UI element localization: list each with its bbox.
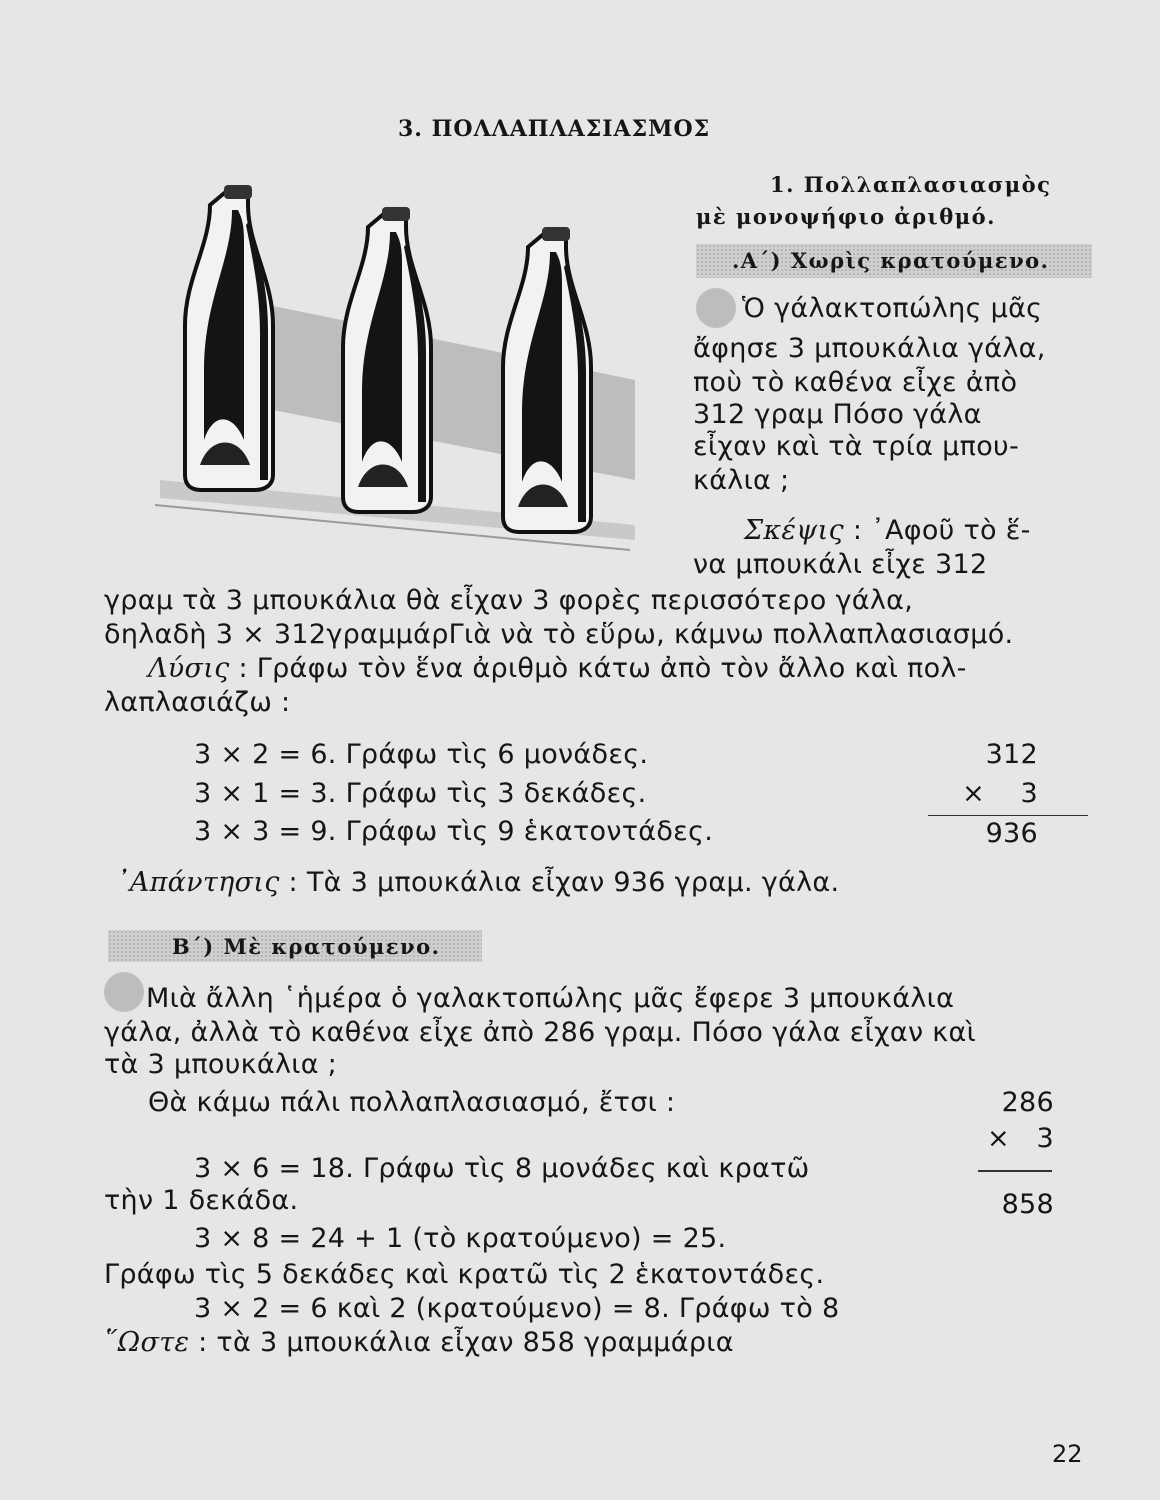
thinking-line: γραμ τὰ 3 μπουκάλια θὰ εἶχαν 3 φορὲς περισσότερο γάλα, (104, 585, 914, 616)
calc-multiplier: × 3 (986, 1123, 1054, 1154)
calc-rule (978, 1170, 1052, 1172)
section-title-line2: μὲ μονοψήφιο ἀριθμό. (696, 204, 996, 229)
solution-label: Λύσις (148, 653, 230, 684)
bullet-dot-icon (104, 972, 144, 1012)
step-line: τὴν 1 δεκάδα. (104, 1185, 299, 1216)
step-line: 3 × 2 = 6. Γράφω τὶς 6 μονάδες. (194, 739, 649, 770)
problem-line: τὰ 3 μπουκάλια ; (104, 1049, 338, 1080)
part-a-heading: .Α΄) Χωρὶς κρατούμενο. (732, 248, 1050, 273)
thinking-line: δηλαδὴ 3 × 312γραμμάρΓιὰ νὰ τὸ εὕρω, κάμνω πολλαπλασιασμό. (104, 619, 1014, 650)
section-title-line1: 1. Πολλαπλασιασμὸς (770, 172, 1052, 197)
conclusion-label: ῞Ωστε (104, 1327, 190, 1358)
thinking-line: να μπουκάλι εἶχε 312 (693, 549, 988, 580)
step-line: 3 × 1 = 3. Γράφω τὶς 3 δεκάδες. (194, 778, 647, 809)
intro-line: Θὰ κάμω πάλι πολλαπλασιασμό, ἔτσι : (148, 1087, 676, 1118)
solution-line (148, 652, 967, 686)
step-line: Γράφω τὶς 5 δεκάδες καὶ κρατῶ τὶς 2 ἑκατοντάδες. (104, 1259, 825, 1290)
solution-text: : Γράφω τὸν ἕνα ἀριθμὸ κάτω ἀπὸ τὸν ἄλλο καὶ πολ- (238, 653, 967, 684)
step-line: 3 × 3 = 9. Γράφω τὶς 9 ἑκατοντάδες. (194, 816, 714, 847)
milk-bottles-illustration (150, 180, 650, 560)
step-line: 3 × 8 = 24 + 1 (τὸ κρατούμενο) = 25. (194, 1223, 727, 1254)
problem-line: κάλια ; (693, 465, 790, 496)
thinking-line (744, 514, 1031, 548)
bottle-icon (503, 227, 591, 532)
step-line: 3 × 6 = 18. Γράφω τὶς 8 μονάδες καὶ κρατῶ (194, 1153, 810, 1184)
answer-label: ᾿Απάντησις (116, 867, 280, 898)
calc-multiplicand: 312 (985, 739, 1038, 770)
answer-text: : Τὰ 3 μπουκάλια εἶχαν 936 γραμ. γάλα. (288, 867, 840, 898)
calc-multiplier: × 3 (962, 778, 1038, 809)
answer-line (116, 866, 839, 900)
problem-line: Ὁ γάλακτοπώλης μᾶς (742, 293, 1043, 324)
bullet-dot-icon (696, 288, 736, 328)
problem-line: ποὺ τὸ καθένα εἶχε ἀπὸ (693, 367, 1018, 398)
bottle-icon (185, 185, 273, 490)
solution-line: λαπλασιάζω : (104, 687, 291, 718)
bottle-icon (343, 207, 431, 512)
problem-line: ἄφησε 3 μπουκάλια γάλα, (693, 333, 1046, 364)
problem-line: γάλα, ἀλλὰ τὸ καθένα εἶχε ἀπὸ 286 γραμ. Πόσο γάλα εἶχαν καὶ (104, 1017, 977, 1048)
thinking-label: Σκέψις (744, 515, 844, 546)
conclusion-text: : τὰ 3 μπουκάλια εἶχαν 858 γραμμάρια (198, 1327, 734, 1358)
part-b-heading: Β΄) Μὲ κρατούμενο. (172, 934, 441, 959)
problem-line: 312 γραμ Πόσο γάλα (693, 399, 982, 430)
chapter-title: 3. ΠΟΛΛΑΠΛΑΣΙΑΣΜΟΣ (398, 116, 711, 142)
step-line: 3 × 2 = 6 καὶ 2 (κρατούμενο) = 8. Γράφω τὸ 8 (194, 1293, 840, 1324)
problem-line: εἶχαν καὶ τὰ τρία μπου- (693, 431, 1019, 462)
thinking-text: : ᾿Αφοῦ τὸ ἕ- (852, 515, 1031, 546)
calc-rule (928, 815, 1088, 816)
calc-result: 858 (1001, 1189, 1054, 1220)
conclusion-line (104, 1326, 734, 1360)
calc-multiplicand: 286 (1001, 1087, 1054, 1118)
calc-result: 936 (985, 818, 1038, 849)
page-number: 22 (1052, 1440, 1083, 1468)
problem-line: Μιὰ ἄλλη ῾ἡμέρα ὁ γαλακτοπώλης μᾶς ἔφερε 3 μπουκάλια (146, 983, 955, 1014)
